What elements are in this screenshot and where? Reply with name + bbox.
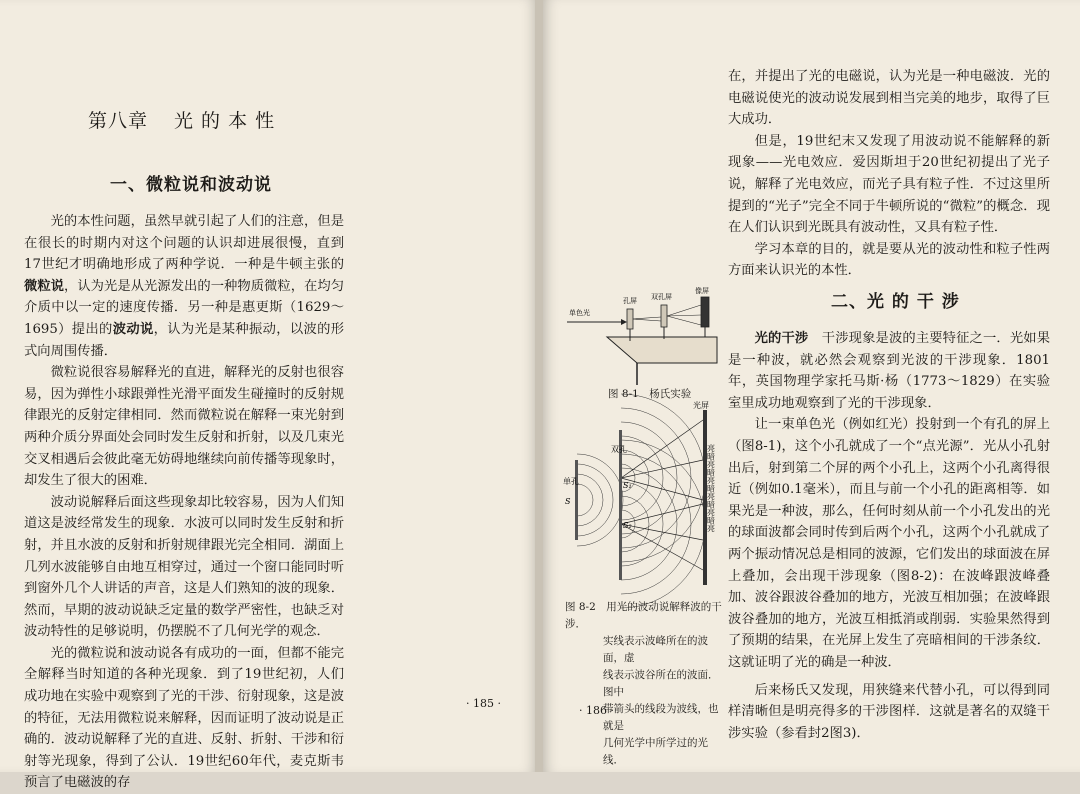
fig2-label-double: 双孔 bbox=[611, 445, 627, 454]
page-number: · 186 · bbox=[579, 704, 614, 717]
paragraph: 在，并提出了光的电磁说，认为光是一种电磁波．光的电磁说使光的波动说发展到相当完美的地步，取得了巨大成功． bbox=[728, 69, 1050, 128]
page-number: · 185 · bbox=[466, 697, 501, 710]
fig2-label-screen: 光屏 bbox=[693, 401, 709, 410]
left-body-text bbox=[24, 211, 344, 794]
paragraph: 微粒说很容易解释光的直进，解释光的反射也很容易，因为弹性小球跟弹性光滑平面发生碰撞时的反射规律跟光的反射定律相同．然而微粒说在解释一束光射到两种介质分界面处会同时发生反射和折射，以及几束光交叉相遇后会彼此毫无妨碍地继续向前传播等现象时，却发生了很大的困难． bbox=[24, 365, 344, 489]
fig1-label-hole: 孔屏 bbox=[623, 297, 637, 305]
figure-8-2-caption: 图 8-2 用光的波动说解释波的干涉． 实线表示波峰所在的波面，虚 线表示波谷所在的波面．图中 带箭头的线段为波线，也就是 几何光学中所学过的光线． bbox=[565, 601, 722, 766]
paragraph: 学习本章的目的，就是要从光的波动性和粒子性两方面来认识光的本性． bbox=[728, 241, 1050, 279]
paragraph: 但是，19世纪末又发现了用波动说不能解释的新现象——光电效应．爱因斯坦于20世纪初提出了光子说，解释了光电效应，而光子具有粒子性．不过这里所提到的“光子”完全不同于牛顿所说的“微粒”的概念．现在人们认识到光既具有波动性，又具有粒子性． bbox=[728, 133, 1050, 236]
paragraph: 光的本性问题，虽然早就引起了人们的注意，但是在很长的时期内对这个问题的认识却进展很慢，直到17世纪才明确地形成了两种学说．一种是牛顿主张的微粒说，认为光是从光源发出的一种物质微粒，在均匀介质中以一定的速度传播．另一种是惠更斯（1629～1695）提出的波动说，认为光是某种振动，以波的形式向周围传播． bbox=[24, 214, 345, 359]
paragraph: 波动说解释后面这些现象却比较容易，因为人们知道这是波经常发生的现象．水波可以同时发生反射和折射，并且水波的反射和折射规律跟光完全相同．湖面上几列水波能够自由地互相穿过，通过一个窗口能同时听到窗外几个人讲话的声音，这是人们熟知的波的现象．然而，早期的波动说缺乏定量的数学严密性，也缺乏对波动特性的足够说明，仍摆脱不了几何光学的观念． bbox=[24, 494, 344, 640]
fig2-label-single: 单孔 bbox=[563, 477, 579, 486]
fig1-label-screen: 像屏 bbox=[695, 287, 709, 295]
fig2-label-s2: S₂ bbox=[623, 521, 632, 530]
fig1-label-double: 双孔屏 bbox=[651, 293, 672, 301]
chapter-name: 光 的 本 性 bbox=[174, 110, 276, 132]
paragraph: 光的干涉 干涉现象是波的主要特征之一．光如果是一种波，就必然会观察到光波的干涉现象．1801年，英国物理学家托马斯·杨（1773～1829）在实验室里成功地观察到了光的干涉现象． bbox=[728, 331, 1051, 411]
fig2-label-s: S bbox=[565, 497, 571, 506]
page-186 bbox=[543, 0, 1080, 772]
figure-8-2-interference bbox=[563, 400, 723, 590]
figure-8-1-caption: 图 8-1 杨氏实验 bbox=[608, 388, 692, 400]
fig2-label-fringes: 亮暗亮暗亮暗亮暗亮暗亮 bbox=[706, 444, 716, 532]
paragraph: 后来杨氏又发现，用狭缝来代替小孔，可以得到同样清晰但是明亮得多的干涉图样．这就是著名的双缝干涉实验（参看封2图3)． bbox=[728, 682, 1050, 741]
page-185 bbox=[0, 0, 537, 791]
figure-8-1-young-experiment bbox=[567, 285, 717, 385]
right-top-text bbox=[728, 66, 1050, 282]
paragraph: 光的微粒说和波动说各有成功的一面，但都不能完全解释当时知道的各种光现象．到了19世纪初，人们成功地在实验中观察到了光的干涉、衍射现象，这是波的特征，无法用微粒说来解释，因而证明了波动说是正确的．波动说解释了光的直进、反射、折射、干涉和衍射等光现象，得到了公认．19世纪60年代，麦克斯韦预言了电磁波的存 bbox=[24, 645, 344, 791]
paragraph: 让一束单色光（例如红光）投射到一个有孔的屏上（图8-1)，这个小孔就成了一个“点光源”．光从小孔射出后，射到第二个屏的两个小孔上，这两个小孔离得很近（例如0.1毫米），而且与前一个小孔的距离相等．如果光是一种波，那么，任何时刻从前一个小孔发出的光的球面波都会同时传到后两个小孔，这两个小孔就成了两个振动情况总是相同的波源，它们发出的球面波在屏上叠加，会出现干涉现象（图8-2)：在波峰跟波峰叠加、波谷跟波谷叠加的地方，光波互相加强；在波峰跟波谷叠加的地方，光波互相抵消或削弱．实验果然得到了预期的结果，在光屏上发生了亮暗相间的干涉条纹．这就证明了光的确是一种波． bbox=[728, 417, 1050, 670]
chapter-title bbox=[88, 106, 275, 133]
section-title-2: 二、光 的 干 涉 bbox=[831, 292, 960, 312]
fig1-label-light: 单色光 bbox=[569, 309, 590, 317]
chapter-number: 第八章 bbox=[88, 110, 149, 132]
fig2-label-s1: S₁ bbox=[623, 481, 632, 490]
section-title-1: 一、微粒说和波动说 bbox=[110, 175, 272, 195]
right-body-text bbox=[728, 328, 1050, 744]
